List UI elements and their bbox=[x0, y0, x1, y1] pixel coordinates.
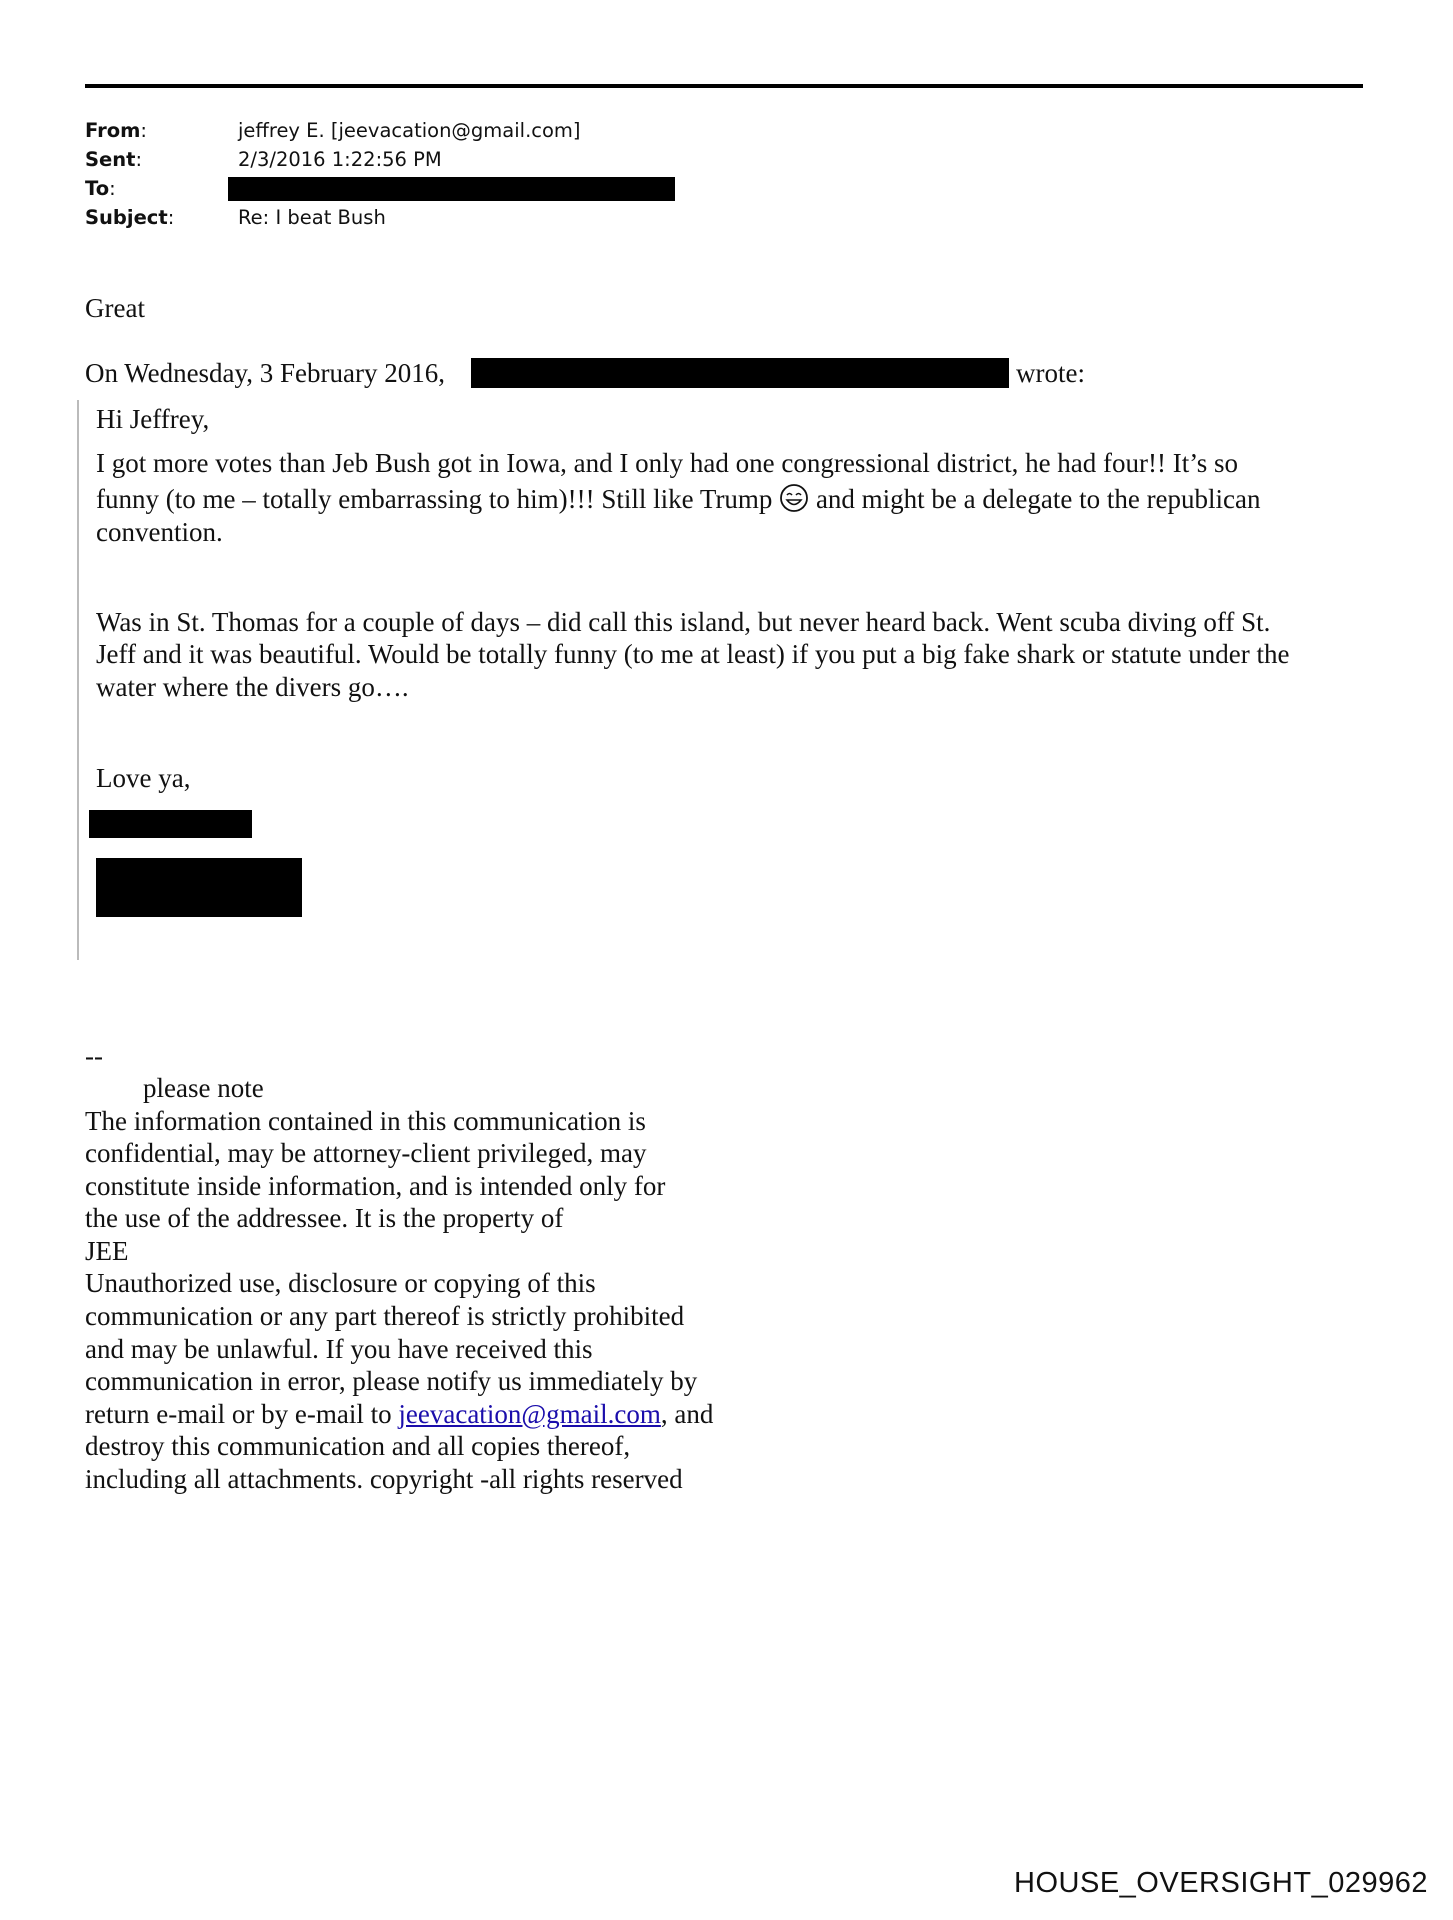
reply-text: Great bbox=[85, 293, 145, 323]
quoted-greeting: Hi Jeffrey, bbox=[96, 404, 210, 434]
disclaimer-line: the use of the addressee. It is the property of bbox=[85, 1203, 564, 1233]
quoted-para1-line1: I got more votes than Jeb Bush got in Iowa, and I only had one congressional district, he had four!! It’s so bbox=[96, 448, 1239, 478]
disclaimer-line: destroy this communication and all copies thereof, bbox=[85, 1431, 631, 1461]
from-value: jeffrey E. [jeevacation@gmail.com] bbox=[238, 119, 581, 142]
sent-label: Sent: bbox=[85, 148, 143, 171]
quoted-para1-line3: convention. bbox=[96, 517, 223, 547]
subject-value: Re: I beat Bush bbox=[238, 206, 386, 229]
email-link[interactable]: jeevacation@gmail.com bbox=[398, 1399, 661, 1429]
disclaimer-line: Unauthorized use, disclosure or copying of this bbox=[85, 1268, 596, 1298]
signature-name-redaction bbox=[89, 810, 252, 838]
signature-dashes: -- bbox=[85, 1041, 103, 1071]
signature-note: please note bbox=[143, 1073, 264, 1103]
disclaimer-line: including all attachments. copyright -all rights reserved bbox=[85, 1464, 683, 1494]
quoted-para2-line3: water where the divers go…. bbox=[96, 672, 409, 702]
disclaimer-line-email: return e-mail or by e-mail to jeevacation@gmail.com, and bbox=[85, 1399, 714, 1429]
quote-bar bbox=[77, 400, 79, 960]
sender-redaction bbox=[471, 358, 1009, 388]
header-rule bbox=[85, 84, 1363, 88]
sent-value: 2/3/2016 1:22:56 PM bbox=[238, 148, 442, 171]
to-redaction bbox=[228, 177, 675, 201]
to-label: To: bbox=[85, 177, 116, 200]
from-label: From: bbox=[85, 119, 147, 142]
smiley-icon bbox=[779, 483, 809, 513]
disclaimer-line: JEE bbox=[85, 1236, 129, 1266]
disclaimer-line: communication or any part thereof is strictly prohibited bbox=[85, 1301, 685, 1331]
quoted-closing: Love ya, bbox=[96, 763, 191, 793]
subject-label: Subject: bbox=[85, 206, 175, 229]
disclaimer-line: constitute inside information, and is intended only for bbox=[85, 1171, 666, 1201]
attribution-prefix: On Wednesday, 3 February 2016, bbox=[85, 358, 446, 388]
disclaimer-line: confidential, may be attorney-client privileged, may bbox=[85, 1138, 647, 1168]
quoted-para2-line1: Was in St. Thomas for a couple of days – did call this island, but never heard back. Went scuba diving off St. bbox=[96, 607, 1271, 637]
signature-block-redaction bbox=[96, 858, 302, 917]
disclaimer-line: and may be unlawful. If you have received this bbox=[85, 1334, 593, 1364]
quoted-para2-line2: Jeff and it was beautiful. Would be totally funny (to me at least) if you put a big fake shark or statute under the bbox=[96, 639, 1290, 669]
bates-number: HOUSE_OVERSIGHT_029962 bbox=[1014, 1867, 1428, 1899]
disclaimer-line: The information contained in this communication is bbox=[85, 1106, 646, 1136]
disclaimer-line: communication in error, please notify us immediately by bbox=[85, 1366, 698, 1396]
quoted-para1-line2: funny (to me – totally embarrassing to him)!!! Still like Trump and might be a delegate to the republican bbox=[96, 484, 1261, 514]
attribution-suffix: wrote: bbox=[1016, 358, 1085, 388]
